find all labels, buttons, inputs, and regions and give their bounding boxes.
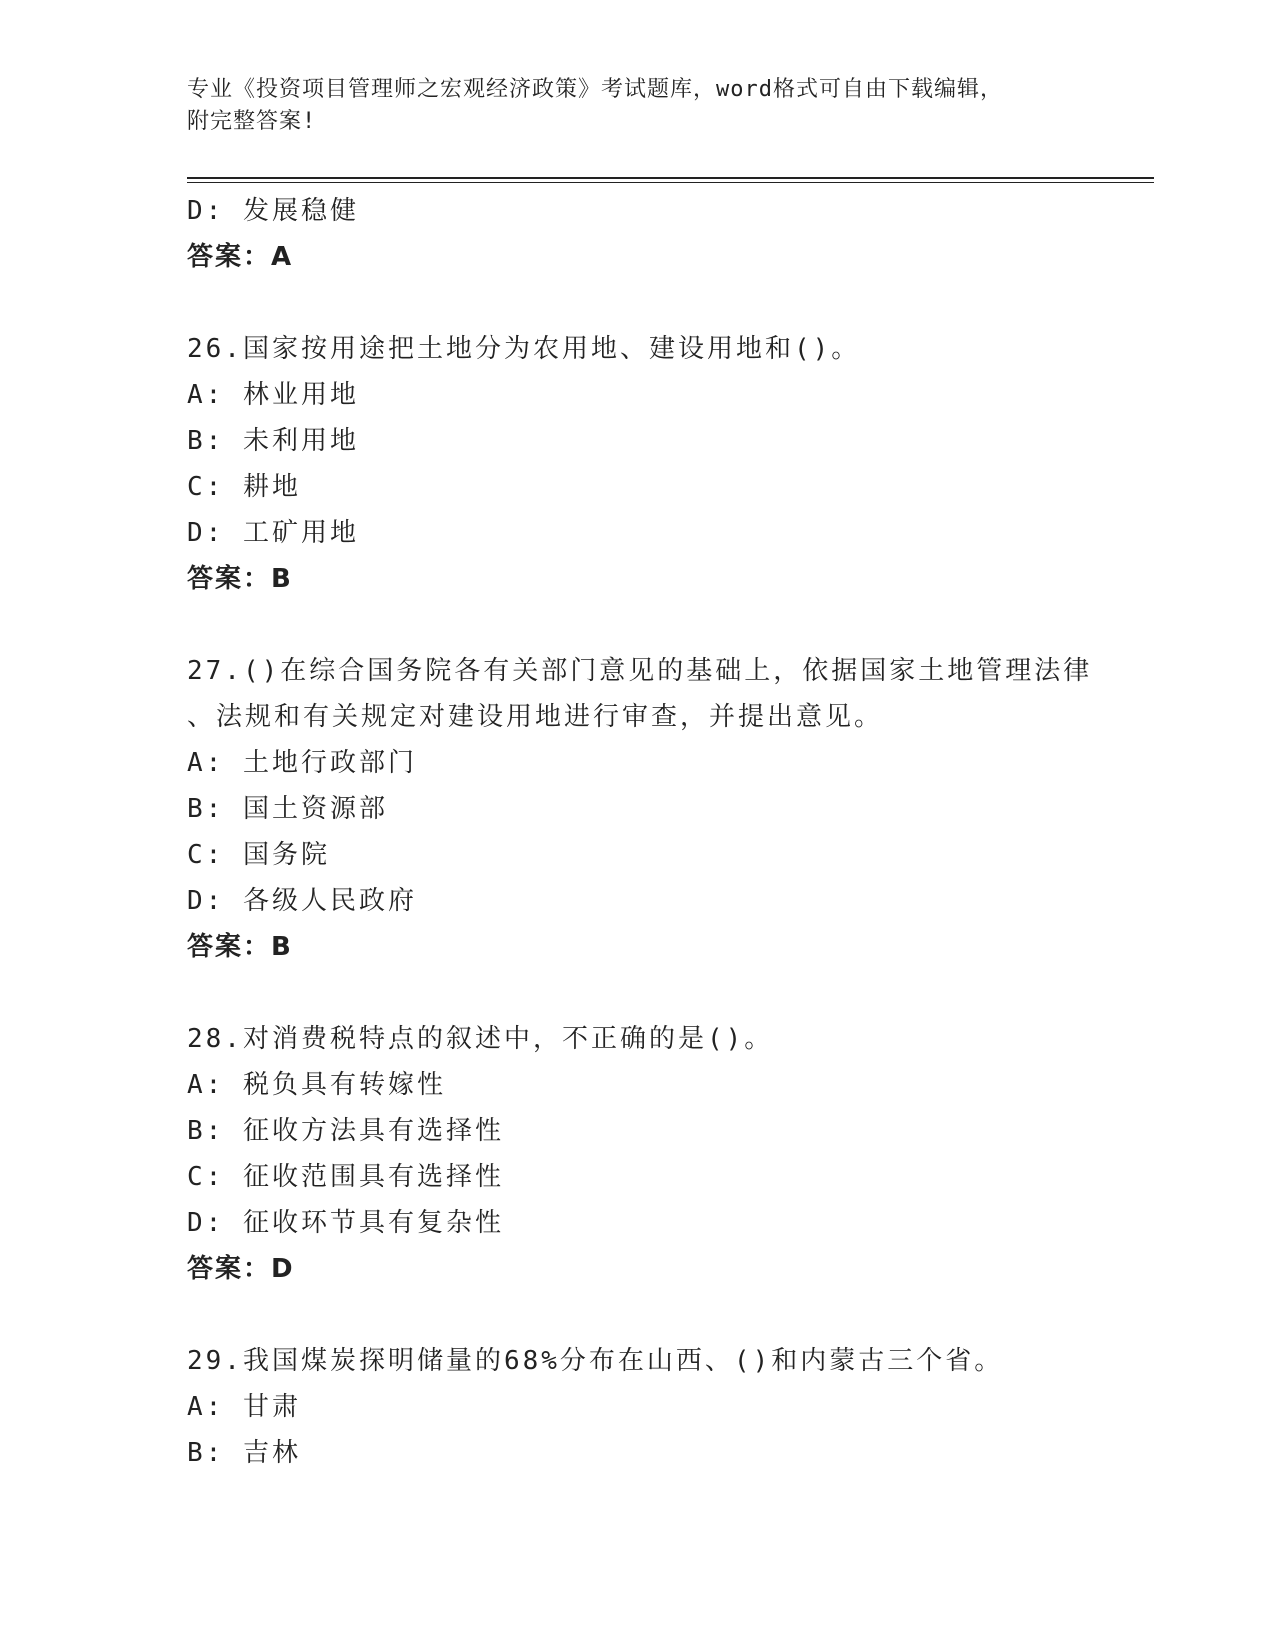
option-b: B: 吉林 [187,1438,301,1468]
option-d: D: 征收环节具有复杂性 [187,1208,504,1238]
option-a: A: 土地行政部门 [187,748,417,778]
header-line-1: 专业《投资项目管理师之宏观经济政策》考试题库，word格式可自由下载编辑， [187,77,1003,102]
option-c: C: 耕地 [187,472,301,502]
header-divider-thick [187,177,1154,179]
question-28 [187,1016,1087,1292]
spacer [187,602,1087,648]
header-divider-thin [187,182,1154,183]
answer: 答案：D [187,1254,295,1284]
spacer [187,280,1087,326]
option-b: B: 未利用地 [187,426,359,456]
prev-option-d: D: 发展稳健 [187,196,359,226]
prev-answer: 答案：A [187,242,294,272]
answer: 答案：B [187,564,293,594]
option-d: D: 工矿用地 [187,518,359,548]
question-stem-continued: 、法规和有关规定对建设用地进行审查，并提出意见。 [187,702,884,732]
spacer [187,970,1087,1016]
option-c: C: 国务院 [187,840,330,870]
question-stem: 26.国家按用途把土地分为农用地、建设用地和()。 [187,334,861,364]
page-header [187,74,1087,138]
question-stem: 27.()在综合国务院各有关部门意见的基础上，依据国家土地管理法律 [187,656,1093,686]
option-d: D: 各级人民政府 [187,886,417,916]
question-27 [187,648,1093,970]
question-stem: 28.对消费税特点的叙述中，不正确的是()。 [187,1024,774,1054]
option-c: C: 征收范围具有选择性 [187,1162,504,1192]
spacer [187,1292,1087,1338]
question-list [187,188,1093,1476]
header-line-2: 附完整答案! [187,109,317,134]
option-a: A: 甘肃 [187,1392,301,1422]
option-a: A: 林业用地 [187,380,359,410]
option-b: B: 国土资源部 [187,794,388,824]
option-b: B: 征收方法具有选择性 [187,1116,504,1146]
question-stem: 29.我国煤炭探明储量的68%分布在山西、()和内蒙古三个省。 [187,1346,1004,1376]
question-29 [187,1338,1087,1476]
question-26 [187,326,1087,602]
answer: 答案：B [187,932,293,962]
option-a: A: 税负具有转嫁性 [187,1070,446,1100]
